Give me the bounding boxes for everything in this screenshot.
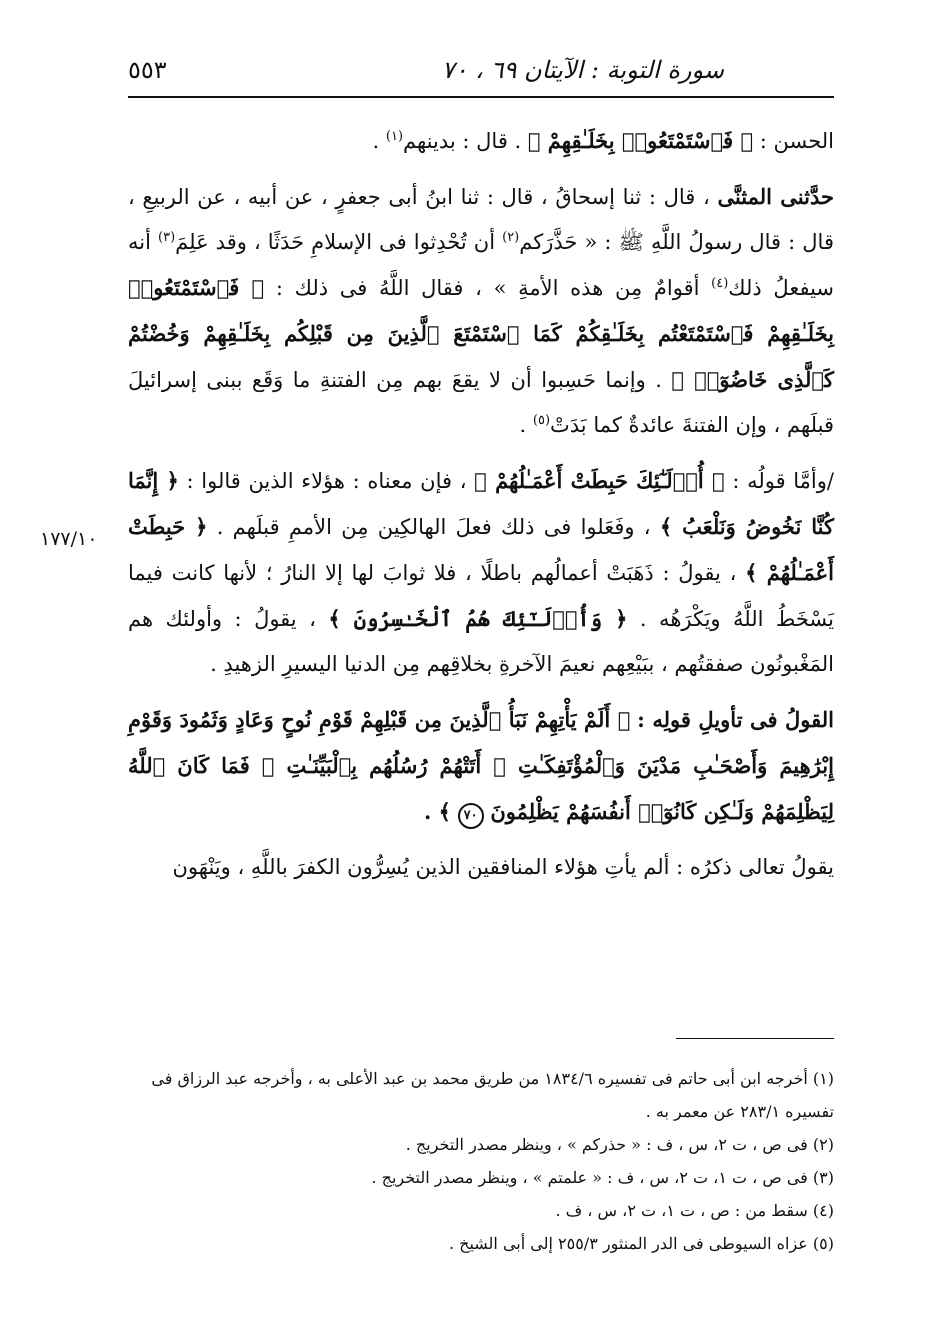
quran-quote: ﴿ فَٱسْتَمْتَعُوا۟ بِخَلَـٰقِهِمْ ﴾ <box>527 128 754 153</box>
footnote-ref: (٤) <box>711 276 729 291</box>
paragraph-lead: القولُ فى تأويلِ قولِه : <box>637 707 834 732</box>
text-run: ، يقولُ : وأولئك هم المَغْبونُون صفقتُهم ، ببَيْعِهم نعيمَ الآخرةِ بخلاقِهم مِن الدنيا اليسيرِ الزهيدِ . <box>128 607 834 676</box>
quran-quote: ﴿ حَبِطَتْ أَعْمَـٰلُهُمْ ﴾ <box>128 514 834 585</box>
paragraph-2 <box>128 174 834 448</box>
text-run: الحسن : <box>759 129 834 153</box>
quran-quote: ﴿ فَٱسْتَمْتَعُوا۟ بِخَلَـٰقِهِمْ فَٱسْتَمْتَعْتُم بِخَلَـٰقِكُمْ كَمَا ٱسْتَمْتَعَ ٱلَّذِينَ مِن قَبْلِكُم بِخَلَـٰقِهِمْ وَخُضْتُمْ كَٱلَّذِى خَاضُوٓا۟ ﴾ <box>128 275 834 392</box>
footnote-divider <box>676 1038 834 1039</box>
text-run: ، فإن معناه : هؤلاء الذين قالوا : <box>186 469 475 493</box>
text-run: أنه سيفعلُ ذلك <box>128 230 835 300</box>
text-run: /وأمَّا قولُه : <box>732 469 834 493</box>
text-run: ﴾ . <box>424 799 451 824</box>
footnotes <box>128 1062 834 1260</box>
page-number: ٥٥٣ <box>128 56 167 84</box>
footnote: (١) أخرجه ابن أبى حاتم فى تفسيره ١٨٣٤/٦ من طريق محمد بن عبد الأعلى به ، وأخرجه عبد الرزاق فى تفسيره ٢٨٣/١ عن معمر به . <box>151 1069 834 1121</box>
paragraph-lead: حدَّثنى المثنَّى <box>717 184 834 209</box>
text-run: أن تُحْدِثوا فى الإسلامِ حَدَثًا ، وقد عَلِمَ <box>175 230 503 254</box>
text-run: . <box>519 413 533 437</box>
paragraph-1 <box>128 118 834 164</box>
quran-quote: ﴿ وَأُو۟لَـٰٓئِكَ هُمُ ٱلْخَـٰسِرُونَ ﴾ <box>328 606 628 631</box>
page-header <box>128 52 834 98</box>
main-text <box>128 118 834 890</box>
quran-quote: ﴿ أُو۟لَـٰٓئِكَ حَبِطَتْ أَعْمَـٰلُهُمْ ﴾ <box>474 468 725 493</box>
text-run: يقولُ تعالى ذكرُه : ألم يأتِ هؤلاء المنافقين الذين يُسِرُّون الكفرَ باللَّهِ ، ويَنْهَون <box>172 855 834 879</box>
running-title: سورة التوبة : الآيتان ٦٩ ، ٧٠ <box>441 56 724 84</box>
margin-reference: ١٧٧/١٠ <box>40 528 98 550</box>
text-run: أقوامٌ مِن هذه الأمةِ » ، فقال اللَّهُ فى ذلك : <box>275 276 712 300</box>
text-run: . <box>372 129 386 153</box>
quran-quote: ﴿ إِنَّمَا كُنَّا نَخُوضُ وَنَلْعَبُ ﴾ <box>128 468 834 539</box>
text-run: . وإنما حَسِبوا أن لا يقعَ بهم مِن الفتنةِ ما وَقَع ببنى إسرائيلَ قبلَهم ، وإن الفتنةَ عائدةٌ كما بَدَتْ <box>128 368 834 437</box>
footnote-ref: (١) <box>385 129 404 144</box>
paragraph-3 <box>128 458 834 687</box>
footnote: (٣) فى ص ، ت ١، ت ٢، س ، ف : « علمتم » ، وينظر مصدر التخريج . <box>371 1168 834 1187</box>
footnote-ref: (٥) <box>532 413 551 428</box>
paragraph-4 <box>128 697 834 835</box>
footnote-ref: (٢) <box>502 230 520 245</box>
paragraph-5 <box>128 845 834 890</box>
text-run: ، قال : ثنا إسحاقُ ، قال : ثنا ابنُ أبى جعفرٍ ، عن أبيه ، عن الربيعِ ، قال : قال رسولُ اللَّهِ ﷺ : « حَذَّرَكم <box>128 185 834 254</box>
text-run: ، يقولُ : ذَهَبَتْ أعمالُهم باطلًا ، فلا ثوابَ لها إلا النارُ ؛ لأنها كانت فيما يَسْخَطُ اللَّهُ ويَكْرَهُه . <box>128 561 835 631</box>
footnote: (٥) عزاه السيوطى فى الدر المنثور ٢٥٥/٣ إلى أبى الشيخ . <box>448 1234 834 1253</box>
text-run: . قال : بدينهم <box>403 129 528 153</box>
footnote: (٢) فى ص ، ت ٢، س ، ف : « حذركم » ، وينظر مصدر التخريج . <box>405 1135 834 1154</box>
footnote-ref: (٣) <box>158 230 176 245</box>
text-run: ، وفَعَلوا فى ذلك فعلَ الهالكِين مِن الأممِ قبلَهم . <box>216 515 660 539</box>
quran-quote: ﴿ أَلَمْ يَأْتِهِمْ نَبَأُ ٱلَّذِينَ مِن قَبْلِهِمْ قَوْمِ نُوحٍ وَعَادٍ وَثَمُودَ وَقَوْمِ إِبْرَٰهِيمَ وَأَصْحَـٰبِ مَدْيَنَ وَٱلْمُؤْتَفِكَـٰتِ ۚ أَتَتْهُمْ رُسُلُهُم بِٱلْبَيِّنَـٰتِ ۖ فَمَا كَانَ ٱللَّهُ لِيَظْلِمَهُمْ وَلَـٰكِن كَانُوٓا۟ أَنفُسَهُمْ يَظْلِمُونَ <box>128 707 834 824</box>
ayah-number-marker: ٧٠ <box>458 803 484 829</box>
footnote: (٤) سقط من : ص ، ت ١، ت ٢، س ، ف . <box>555 1201 834 1220</box>
